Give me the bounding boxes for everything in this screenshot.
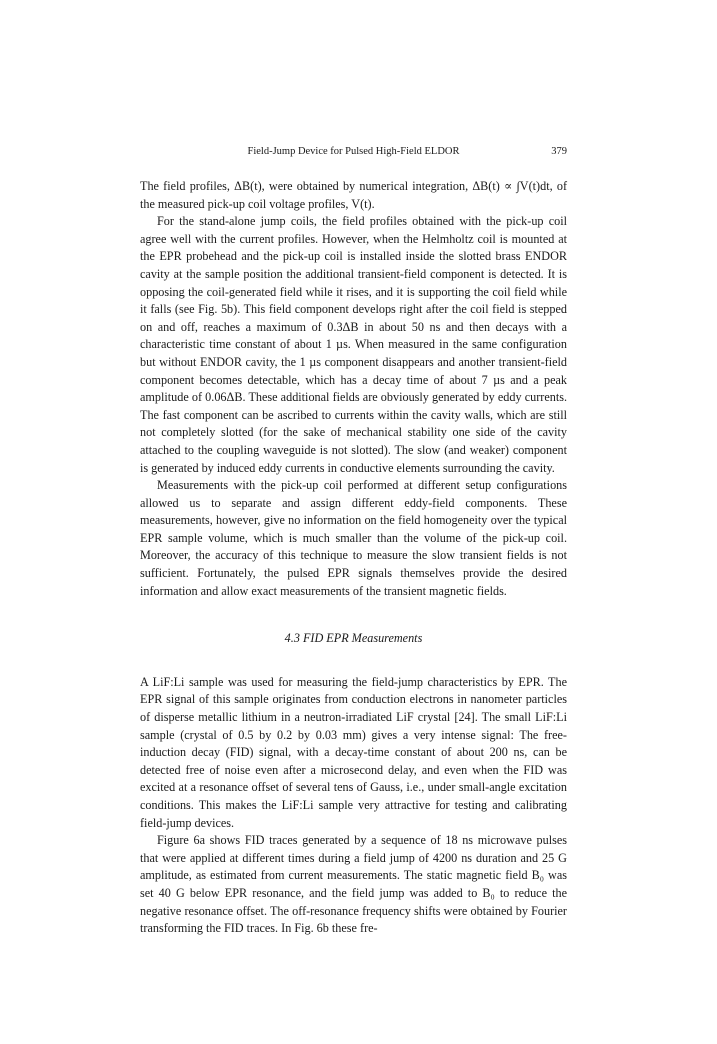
paragraph-field-profiles: The field profiles, ΔB(t), were obtained by numerical integration, ΔB(t) ∝ ∫V(t)dt, of the measured pick-up coil voltage profiles, V(t). bbox=[140, 179, 567, 211]
running-title: Field-Jump Device for Pulsed High-Field ELDOR bbox=[247, 146, 460, 157]
section-heading: 4.3 FID EPR Measurements bbox=[284, 631, 423, 646]
paragraph-lif-sample: A LiF:Li sample was used for measuring the field-jump characteristics by EPR. The EPR signal of this sample originates from conduction electrons in nanometer particles of disperse metallic lithium in a neutron-irradiated LiF crystal [24]. The small LiF:Li sample (crystal of 0.5 by 0.2 by 0.03 mm) gives a very intense signal: The free-induction decay (FID) signal, with a decay-time constant of about 200 ns, can be detected free of noise even after a microsecond delay, and even when the FID was excited at a resonance offset of several tens of Gauss, i.e., under small-angle excitation conditions. This makes the LiF:Li sample very attractive for testing and calibrating field-jump devices. bbox=[140, 674, 567, 830]
paragraph-eddy-currents: For the stand-alone jump coils, the field profiles obtained with the pick-up coil agree well with the current profiles. However, when the Helmholtz coil is mounted at the EPR probehead and the pick-up coil is installed inside the slotted brass ENDOR cavity at the sample position the additional transient-field component is detected. It is opposing the coil-generated field while it rises, and it is supporting the coil field while it falls (see Fig. 5b). This field component develops right after the coil field is stepped on and off, reaches a maximum of 0.3ΔB in about 50 ns and then decays with a characteristic time constant of about 1 µs. When measured in the same configuration but without ENDOR cavity, the 1 µs component disappears and another transient-field component becomes detectable, which has a decay time of about 7 µs and a peak amplitude of 0.06ΔB. These additional fields are obviously generated by eddy currents. The fast component can be ascribed to currents within the cavity walls, which are still not completely slotted (for the sake of mechanical stability one side of the cavity attached to the coupling waveguide is not slotted). The slow (and weaker) component is generated by induced eddy currents in conductive elements surrounding the cavity. bbox=[140, 214, 567, 475]
page-number: 379 bbox=[551, 146, 567, 157]
body-text bbox=[140, 178, 567, 938]
paragraph-fid-traces: Figure 6a shows FID traces generated by a sequence of 18 ns microwave pulses that were applied at different times during a field jump of 4200 ns duration and 25 G amplitude, as estimated from current measurements. The static magnetic field B₀ was set 40 G below EPR resonance, and the field jump was added to B₀ to reduce the negative resonance offset. The off-resonance frequency shifts were obtained by Fourier transforming the FID traces. In Fig. 6b these fre- bbox=[140, 833, 567, 936]
paragraph-pickup-coil: Measurements with the pick-up coil performed at different setup configurations allowed us to separate and assign different eddy-field components. These measurements, however, give no information on the field homogeneity over the typical EPR sample volume, which is much smaller than the volume of the pick-up coil. Moreover, the accuracy of this technique to measure the slow transient fields is not sufficient. Fortunately, the pulsed EPR signals themselves provide the desired information and allow exact measurements of the transient magnetic fields. bbox=[140, 478, 567, 598]
